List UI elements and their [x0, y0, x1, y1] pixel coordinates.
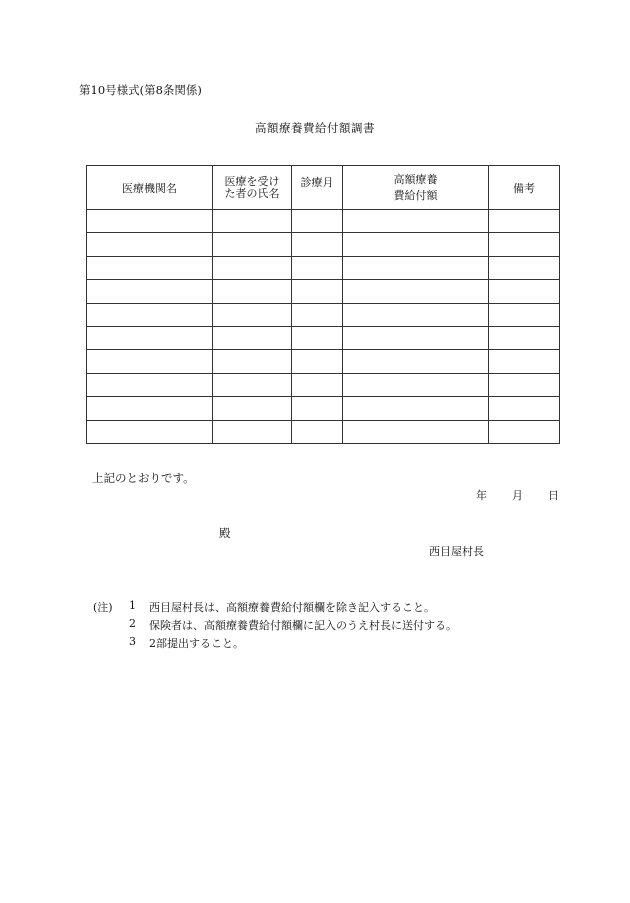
table-row: [87, 280, 560, 303]
table-row: [87, 397, 560, 420]
cell-amount[interactable]: [343, 233, 489, 256]
cell-institution[interactable]: [87, 303, 213, 326]
note-text: 保険者は、高額療養費給付額欄に記入のうえ村長に送付する。: [149, 619, 457, 632]
note-number: 3: [129, 635, 136, 648]
date-month-input[interactable]: 月: [512, 489, 523, 502]
note-text: 2部提出すること。: [149, 637, 244, 650]
header-remarks: 備考: [489, 166, 560, 210]
cell-amount[interactable]: [343, 420, 489, 443]
cell-month[interactable]: [292, 303, 343, 326]
cell-amount[interactable]: [343, 350, 489, 373]
cell-institution[interactable]: [87, 280, 213, 303]
table-row: [87, 420, 560, 443]
cell-amount[interactable]: [343, 210, 489, 233]
cell-patient[interactable]: [213, 233, 292, 256]
note-text: 西目屋村長は、高額療養費給付額欄を除き記入すること。: [149, 601, 435, 614]
cell-institution[interactable]: [87, 350, 213, 373]
cell-patient[interactable]: [213, 420, 292, 443]
cell-institution[interactable]: [87, 326, 213, 349]
cell-institution[interactable]: [87, 397, 213, 420]
cell-amount[interactable]: [343, 373, 489, 396]
sender-name: 西目屋村長: [429, 545, 484, 558]
document-title: 高額療養費給付額調書: [255, 121, 375, 135]
cell-amount[interactable]: [343, 256, 489, 279]
cell-month[interactable]: [292, 397, 343, 420]
cell-patient[interactable]: [213, 303, 292, 326]
cell-month[interactable]: [292, 326, 343, 349]
cell-institution[interactable]: [87, 373, 213, 396]
cell-remarks[interactable]: [489, 280, 560, 303]
note-number: 2: [129, 617, 136, 630]
cell-patient[interactable]: [213, 350, 292, 373]
cell-month[interactable]: [292, 256, 343, 279]
cell-remarks[interactable]: [489, 210, 560, 233]
table-row: [87, 256, 560, 279]
cell-patient[interactable]: [213, 210, 292, 233]
table-row: [87, 303, 560, 326]
cell-institution[interactable]: [87, 420, 213, 443]
cell-amount[interactable]: [343, 326, 489, 349]
cell-institution[interactable]: [87, 256, 213, 279]
table-header-row: [87, 166, 560, 210]
cell-remarks[interactable]: [489, 326, 560, 349]
header-benefit-amount: 高額療養 費給付額: [343, 166, 489, 210]
cell-remarks[interactable]: [489, 420, 560, 443]
table-row: [87, 210, 560, 233]
cell-remarks[interactable]: [489, 303, 560, 326]
benefit-table: [86, 165, 560, 444]
cell-remarks[interactable]: [489, 256, 560, 279]
header-patient-name: 医療を受け た者の氏名: [213, 166, 292, 210]
cell-remarks[interactable]: [489, 397, 560, 420]
date-line: [476, 487, 559, 503]
date-day-input[interactable]: 日: [548, 489, 559, 502]
form-number: 第10号様式(第8条関係): [79, 83, 202, 97]
date-year-input[interactable]: 年: [476, 489, 487, 502]
cell-month[interactable]: [292, 280, 343, 303]
table-row: [87, 233, 560, 256]
note-number: 1: [129, 599, 136, 612]
notes-label: (注): [93, 601, 113, 614]
cell-amount[interactable]: [343, 303, 489, 326]
cell-patient[interactable]: [213, 280, 292, 303]
header-medical-institution: 医療機関名: [87, 166, 213, 210]
cell-amount[interactable]: [343, 280, 489, 303]
statement-text: 上記のとおりです。: [92, 471, 195, 485]
cell-month[interactable]: [292, 420, 343, 443]
cell-patient[interactable]: [213, 397, 292, 420]
header-treatment-month: 診療月: [292, 166, 343, 210]
table-row: [87, 326, 560, 349]
addressee-honorific: 殿: [219, 526, 231, 540]
cell-patient[interactable]: [213, 373, 292, 396]
cell-remarks[interactable]: [489, 233, 560, 256]
cell-institution[interactable]: [87, 210, 213, 233]
cell-month[interactable]: [292, 373, 343, 396]
cell-month[interactable]: [292, 233, 343, 256]
cell-patient[interactable]: [213, 326, 292, 349]
cell-remarks[interactable]: [489, 350, 560, 373]
table-row: [87, 350, 560, 373]
cell-amount[interactable]: [343, 397, 489, 420]
cell-patient[interactable]: [213, 256, 292, 279]
cell-remarks[interactable]: [489, 373, 560, 396]
cell-institution[interactable]: [87, 233, 213, 256]
table-row: [87, 373, 560, 396]
cell-month[interactable]: [292, 350, 343, 373]
cell-month[interactable]: [292, 210, 343, 233]
